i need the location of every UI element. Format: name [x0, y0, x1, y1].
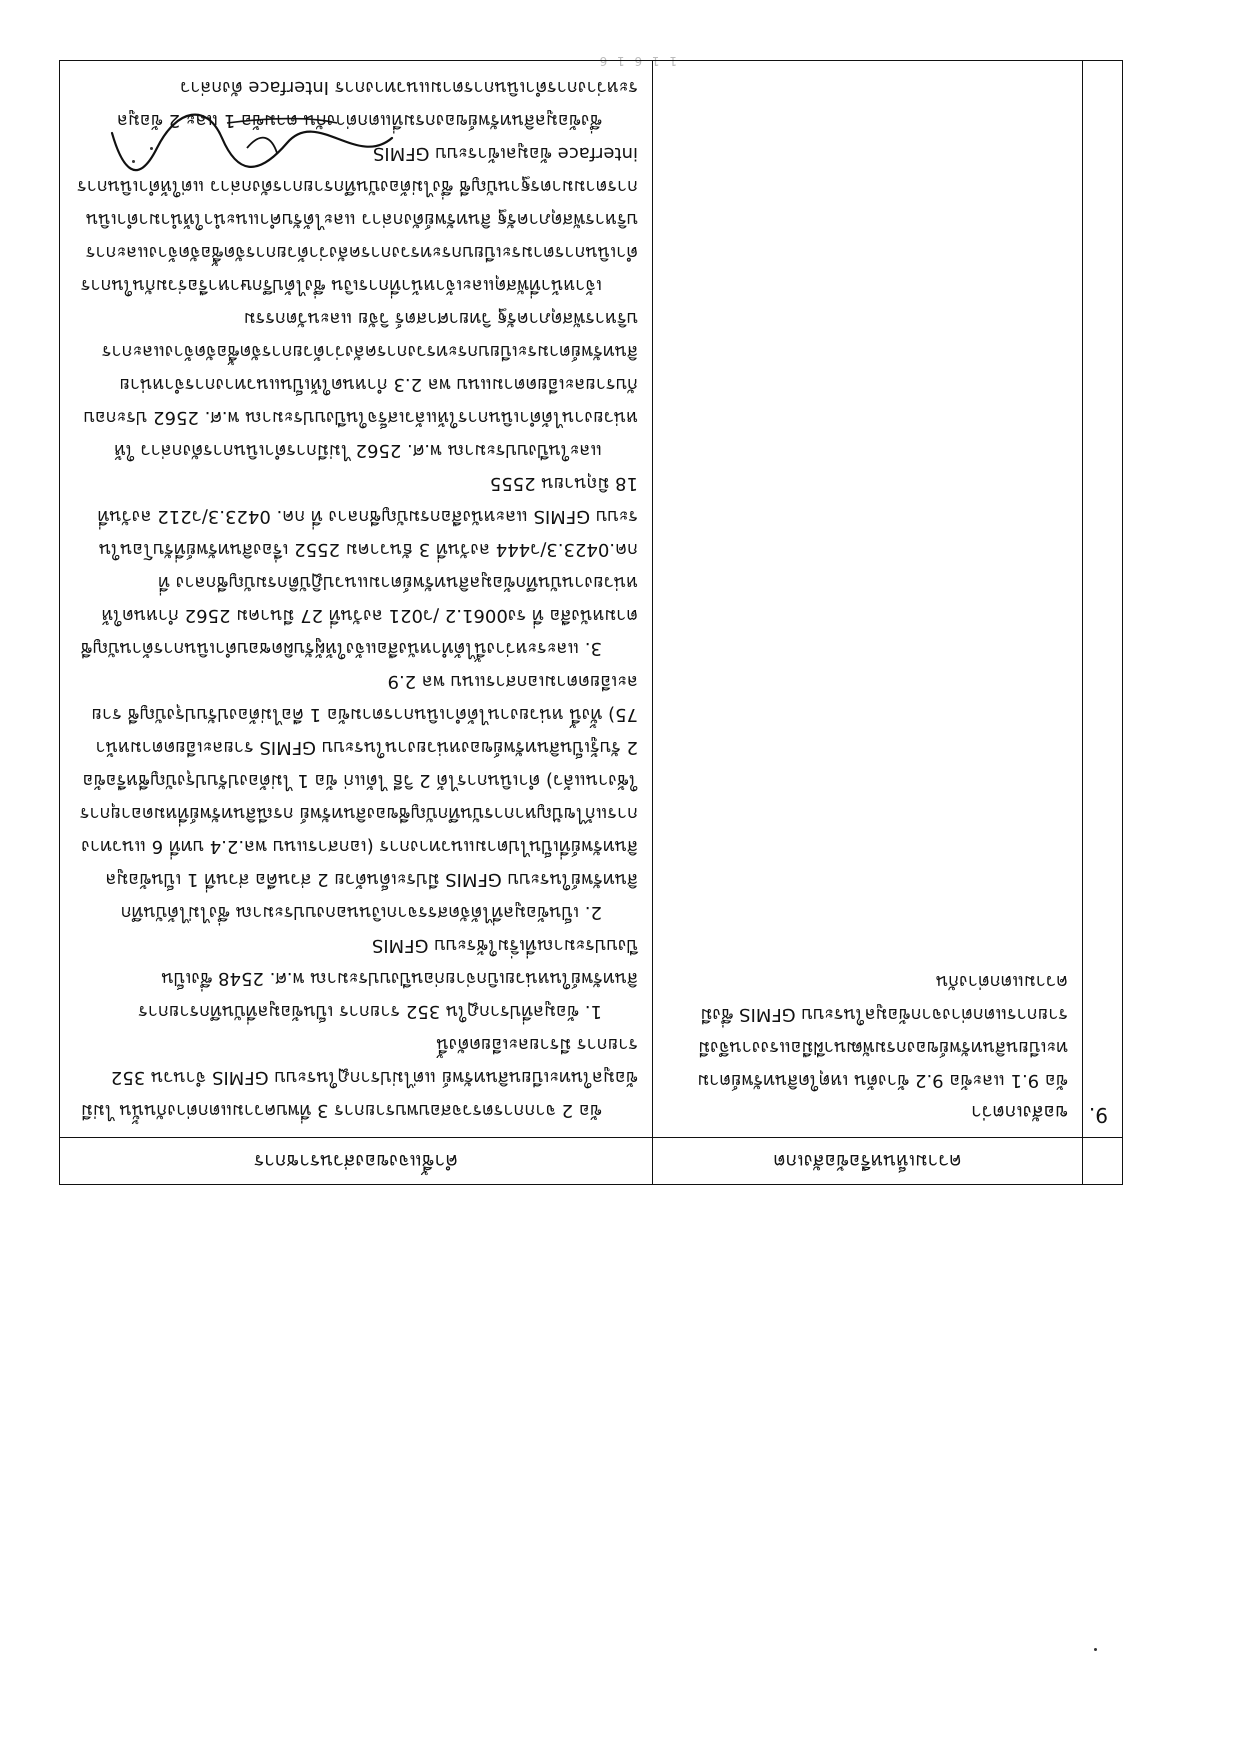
header-observation: ความเห็นหรือข้อสังเกต — [653, 1138, 1083, 1185]
action-item-1: 1. ข้อมูลที่ปรากฏใน 352 รายการ เป็นข้อมูลที่บันทึกรายการสินทรัพย์ในหน่วยเบิกจ่ายก่อนปีงบประมาณ พ.ศ. 2548 ซึ่งเป็นปีงบประมาณที่เริ่มใช้ระบบ GFMIS — [138, 935, 638, 1022]
row-number: 9. — [1083, 61, 1123, 1138]
scan-speck — [132, 160, 135, 163]
action-item-2: 2. เป็นข้อมูลที่ได้จัดสรรจากเงินนอกงบประมาณ ซึ่งไม่ได้บันทึกสินทรัพย์ในระบบ GFMIS มีประเด็นด้วย 2 ส่วนคือ ส่วนที่ 1 เป็นข้อมูลสินทรัพย์ที่เป็นไปตามแนวทางการ (เอกสารแนบ พล.2.4 บทที่ 6 แนวทางการแก้ไขปัญหาการบันทึกบัญชีของสินทรัพย์ กรณีสินทรัพย์ที่หมดอายุการใช้งานแล้ว) ดำเนินการได้ 2 วิธี ได้แก่ ข้อ 1 ไม่ต้องปรับปรุงบัญชีหรือข้อ 2 รับรู้เป็นสินทรัพย์ของหน่วยงานในระบบ GFMIS รายละเอียดตามหน้า 75) ทั้งนี้ หน่วยงานได้ดำเนินการตามข้อ 1 คือไม่ต้องปรับปรุงบัญชี รายละเอียดตามเอกสารแนบ พล 2.9 — [79, 671, 638, 923]
table-row — [60, 61, 1123, 1138]
action-item-3: 3. และระหว่างนี้ได้ทำหนังสือแจ้งให้ผู้รับผิดชอบดำเนินการด้านบัญชีตามหนังสือ ที่ รง0061.2 /ว021 ลงวันที่ 27 มีนาคม 2562 กำหนดให้หน่วยงานบันทึกข้อมูลสินทรัพย์ตามแนวปฏิบัติกรมบัญชีกลาง ที่ กค.0423.3/ว444 ลงวันที่ 3 ธันวาคม 2552 เรื่องสินทรัพย์ที่รับโอนในระบบ GFMIS และหนังสือกรมบัญชีกลาง ที่ กค. 0423.3/ว212 ลงวันที่ 18 มิถุนายน 2555 — [80, 473, 638, 659]
observation-text: ข้อ 9.1 และข้อ 9.2 ข้างต้น เหตุใดสินทรัพย์ตามทะเบียนสินทรัพย์ของกรมพัฒนาฝีมือแรงงานจึงมีรายการแตกต่างจากข้อมูลในระบบ GFMIS ซึ่งมีความแตกต่างกัน — [697, 971, 1068, 1091]
scan-speck — [1094, 1648, 1097, 1651]
observation-cell — [653, 61, 1083, 1138]
action-paragraph-5: เจ้าหน้าที่พัสดุและเจ้าหน้าที่การเงิน ซึ่งได้ปรึกษาหารือร่วมกันในการดำเนินการตามระเบียบกระทรวงการคลังว่าด้วยการจัดซื้อจัดจ้างและการบริหารพัสดุภาครัฐ สินทรัพย์ดังกล่าว และได้รับคำแนะนำให้นำมาดำเนินการตามมาตรฐานบัญชี ซึ่งไม่ต้องบันทึกรายการดังกล่าว แต่ให้ดำเนินการ interface ข้อมูลเข้าระบบ GFMIS — [77, 143, 638, 296]
action-paragraph-6: ซึ่งข้อมูลสินทรัพย์ของกรมที่แตกต่างกัน ตามข้อ 1 และ 2 ข้อมูลระหว่างการดำเนินการตามแนวทางการ Interface ดังกล่าว — [116, 77, 638, 131]
observation-table — [59, 60, 1123, 1185]
action-paragraph-4: และในปีงบประมาณ พ.ศ. 2562 ไม่มีการดำเนินการดังกล่าว ให้หน่วยงานได้ดำเนินการให้แล้วเสร็จในปีงบประมาณ พ.ศ. 2562 ประกอบกับรายละเอียดตามแนบ พล 2.3 กำหนดให้เป็นแนวทางการจำหน่ายสินทรัพย์ตามระเบียบกระทรวงการคลังว่าด้วยการจัดซื้อจัดจ้างและการบริหารพัสดุภาครัฐ วิทยาศาสตร์ วิจัย และนวัตกรรม — [83, 308, 638, 461]
action-cell — [60, 61, 653, 1138]
table-header-row — [60, 1138, 1123, 1185]
action-intro: ข้อ 2 จากการตรวจสอบพบรายการ 3 ที่พบความแตกต่างกันนั้น ไม่มีข้อมูลในทะเบียนสินทรัพย์ แต่ไม่ปรากฏในระบบ GFMIS จำนวน 352 รายการ มีรายละเอียดดังนี้ — [80, 1034, 638, 1121]
header-action: คำชี้แจงของส่วนราชการ — [60, 1138, 653, 1185]
page-number-mark: 1 1 6 1 6 — [596, 54, 677, 68]
observation-label: ขอสังเกตว่า — [971, 1101, 1068, 1123]
scan-speck — [150, 147, 153, 150]
header-number — [1083, 1138, 1123, 1185]
handwritten-signature — [107, 98, 397, 178]
